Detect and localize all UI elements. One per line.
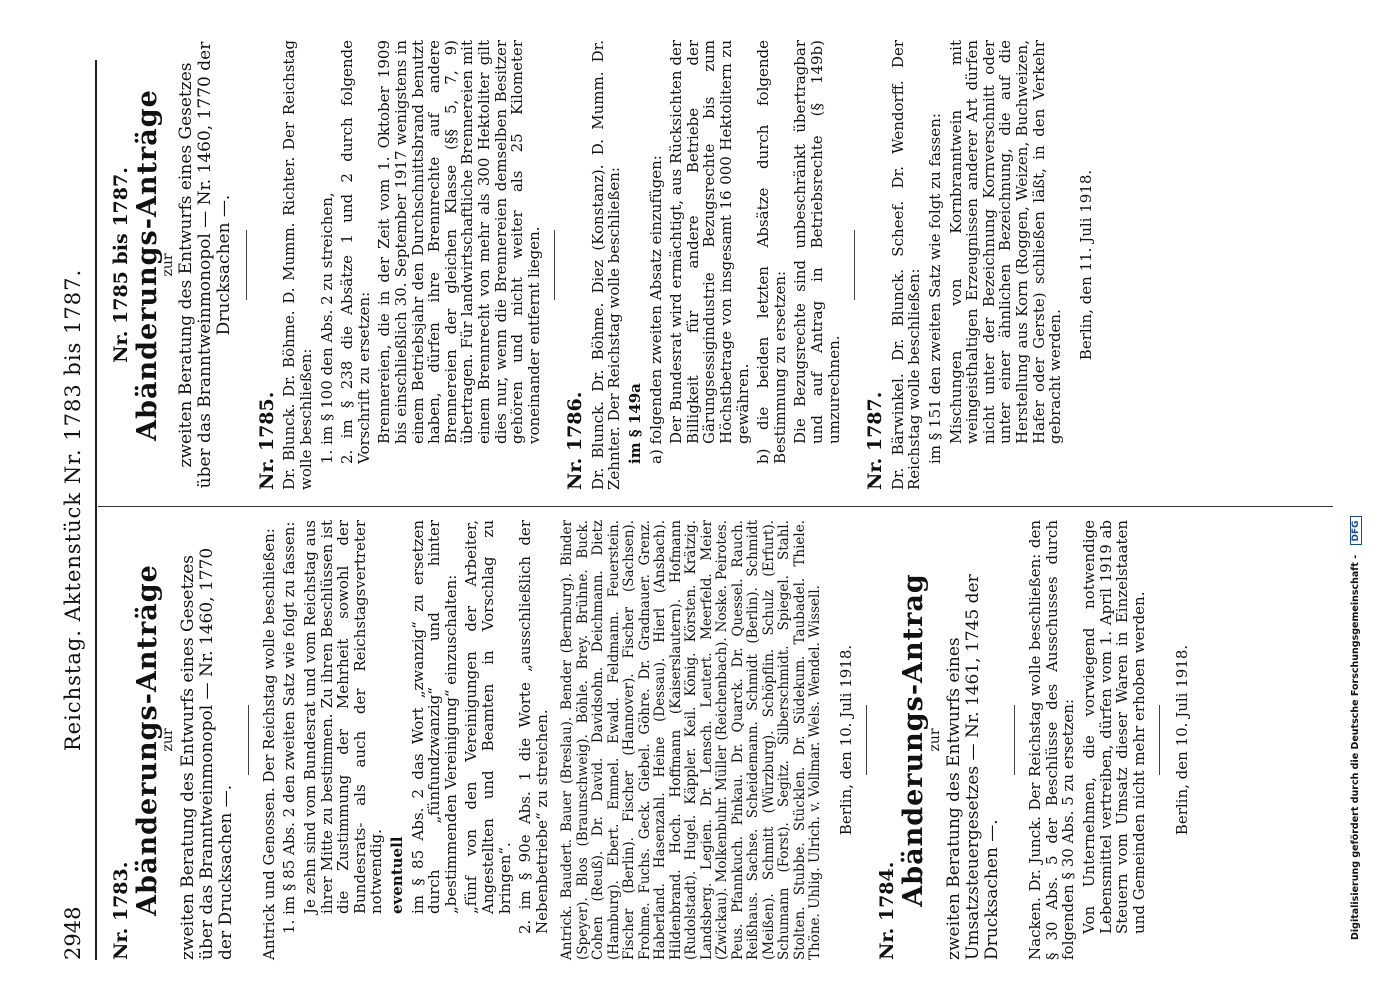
section-subtitle: zweiten Beratung des Entwurfs eines Gesetzes über das Branntweinmonopol — Nr. 1460, 1770 der Drucksachen —. [177,547,236,960]
paragraph: im § 149a [626,383,645,464]
paragraph: Die Bezugsrechte sind unbeschränkt übertragbar und auf Antrag in Betriebsrechte (§ 149b) umzurechnen. [791,40,843,444]
paragraph: im § 151 den zweiten Satz wie folgt zu fassen: [925,113,944,464]
title-connector: zur [926,728,943,752]
short-divider [554,230,555,300]
paragraph: Je zehn sind vom Bundesrat und vom Reichstag aus ihrer Mitte zu bestimmen. Zu ihren Beschlüssen ist die Zustimmung der Mehrheit sowohl der Bundesrats- als auch der Reichstagsvertreter notwendig. [300,520,386,914]
paragraph: 2. im § 238 die Absätze 1 und 2 durch folgende Vorschrift zu ersetzen: [338,40,373,464]
paragraph: „fünf von den Vereinigungen der Arbeiter, Angestellten und Beamten in Vorschlag zu bringen“. [462,520,514,914]
section-subtitle: zweiten Beratung des Entwurfs eines Gesetzes über das Branntweinmonopol — Nr. 1460, 1770 der Drucksachen —. [175,41,234,489]
date-line: Berlin, den 10. Juli 1918. [836,644,855,836]
short-divider [866,705,867,775]
paragraph: Dr. Bärwinkel. Dr. Blunck. Scheef. Dr. Wendorff. Der Reichstag wolle beschließen: [888,40,924,490]
digitization-note [1350,40,1362,940]
short-divider [1159,705,1160,775]
paragraph: Dr. Blunck. Dr. Böhme. D. Mumm. Richter. Der Reichstag wolle beschließen: [280,40,315,490]
paragraph: 1. im § 85 Abs. 2 den zweiten Satz wie folgt zu fassen: [280,521,299,934]
section-title: Abänderungs-Antrag [897,573,929,907]
paragraph: Von Unternehmen, die vorwiegend notwendige Lebensmittel vertreiben, dürfen vom 1. April 1919 ab Steuern vom Umsatz dieser Waren in Einzelstaaten und Gemeinden nicht mehr erhoben werden. [1079,520,1148,934]
section-number-1785: Nr. 1785. [255,391,278,490]
paragraph: b) die beiden letzten Absätze durch folgende Bestimmung zu ersetzen: [754,40,789,464]
paragraph: Nacken. Dr. Junck. Der Reichstag wolle beschließen: den § 30 Abs. 5 der Beschlüsse des Ausschusses durch folgenden § 30 Abs. 5 zu ersetzen: [1026,520,1078,960]
right-column [105,40,1100,490]
paragraph: a) folgenden zweiten Absatz einzufügen: [646,155,665,464]
paragraph: im § 85 Abs. 2 das Wort „zwanzig“ zu ersetzen durch „fünfundzwanzig“ und hinter „bestimmenden Vereinigung“ einzuschalten: [408,520,460,914]
section-number-1786: Nr. 1786. [564,391,587,490]
short-divider [1014,705,1015,775]
signatories-list: Antrick. Baudert. Bauer (Breslau). Bender (Bernburg). Binder (Speyer). Blos (Braunschweig). Böhle. Brey. Brühne. Buck. Cohen (Reuß). Dr. David. Davidsohn. Deichmann. Dietz (Hamburg). Ebert. Emmel. Ewald. Feldmann. Feuerstein. Fischer (Berlin). Fischer (Hannover). Fischer (Sachsen). Frohme. Fuchs. Geck. Giebel. Göhre. Dr. Gradnauer. Grenz. Haberland. Hasenzahl. Heine (Dessau). Hierl (Ansbach). Hildenbrand. Hoch. Hoffmann (Kaiserslautern). Hofmann (Rudolstadt). Hugel. Käppler. Keil. König. Körsten. Krätzig. Landsberg. Legien. Dr. Lensch. Leutert. Meerfeld. Meier (Zwickau). Molkenbuhr. Müller (Reichenbach). Noske. Peirotes. Peus. Pfannkuch. Pinkau. Dr. Quarck. Dr. Quessel. Rauch. Reißhaus. Sachse. Scheidemann. Schmidt (Berlin). Schmidt (Meißen). Schmitt (Würzburg). Schöpflin. Schulz (Erfurt). Schumann (Forst). Segitz. Silberschmidt. Spiegel. Stahl. Stolten. Stubbe. Stücklen. Dr. Südekum. Taubadel. Thiele. Thöne. Uhlig. Ulrich. v. Vollmar. Wels. Wendel. Wissell. [559,520,824,960]
column-divider [98,506,1333,507]
section-number-1784: Nr. 1784. [876,861,899,960]
range-heading: Nr. 1785 bis 1787. [110,167,132,363]
short-divider [854,230,855,300]
paragraph: Brennereien, die in der Zeit vom 1. Oktober 1909 bis einschließlich 30. September 1917 wenigstens in einem Betriebsjahr den Durchschnittsbrand benutzt haben, dürfen ihre Brennrechte auf andere Brennereien der gleichen Klasse (§§ 5, 7, 9) übertragen. Für landwirtschaftliche Brennereien mit einem Brennrecht von mehr als 300 Hektoliter gilt dies nur, wenn die Brennereien demselben Besitzer gehören und nicht weiter als 25 Kilometer voneinander entfernt liegen. [375,40,543,444]
section-title: Abänderungs-Anträge [131,564,163,916]
section-number-1787: Nr. 1787. [864,391,887,490]
date-line: Berlin, den 11. Juli 1918. [1076,169,1095,361]
paragraph: Antrick und Genossen. Der Reichstag wolle beschließen: [259,528,278,960]
section-number-1783: Nr. 1783. [110,861,132,960]
page-number: 2948 [61,906,85,960]
running-title: Reichstag. Aktenstück Nr. 1783 bis 1787. [61,268,85,752]
title-connector: zur [160,728,177,752]
short-divider [248,705,249,775]
title-connector: zur [160,253,177,277]
section-title: Abänderungs-Anträge [131,89,163,441]
header-rule [95,60,97,960]
left-column [105,520,1197,960]
paragraph: eventuell [387,836,406,914]
paragraph: Der Bundesrat wird ermächtigt, aus Rücksichten der Billigkeit für andere Betriebe der Gärungsessigindustrie Bezugsrechte bis zum Höchstbetrage von insgesamt 16 000 Hektolitern zu gewähren. [667,40,752,444]
page-header [55,60,95,960]
short-divider [246,230,247,300]
paragraph: Mischungen von Kornbranntwein mit weingeisthaltigen Erzeugnissen anderer Art dürfen nicht unter der Bezeichnung Kornverschnitt oder unter einer ähnlichen Bezeichnung, die auf die Herstellung aus Korn (Roggen, Weizen, Buchweizen, Hafer oder Gerste) schließen läßt, in den Verkehr gebracht werden. [946,40,1065,444]
date-line: Berlin, den 10. Juli 1918. [1173,644,1192,836]
paragraph: 2. im § 90e Abs. 1 die Worte „ausschließlich der Nebenbetriebe“ zu streichen. [516,520,551,934]
digitization-text: Digitalisierung gefördert durch die Deutsche Forschungsgemeinschaft - [1350,554,1361,940]
section-subtitle: zweiten Beratung des Entwurfs eines Umsatzsteuergesetzes — Nr. 1461, 1745 der Drucksachen —. [944,574,1003,960]
paragraph: Dr. Blunck. Dr. Böhme. Diez (Konstanz). D. Mumm. Dr. Zehnter. Der Reichstag wolle beschließen: [588,40,624,490]
dfg-logo: DFG [1350,516,1362,545]
paragraph: 1. im § 100 den Abs. 2 zu streichen, [317,192,336,464]
